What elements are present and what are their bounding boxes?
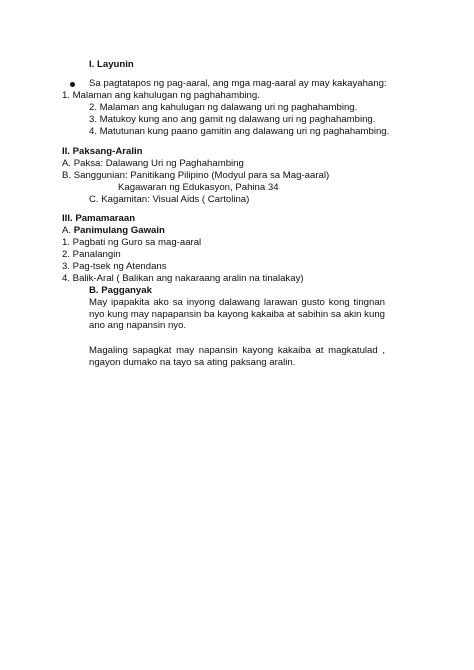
pagganyak-paragraph-2: Magaling sapagkat may napansin kayong kakaiba at magkatulad , ngayon dumako na tayo sa ating paksang aralin. bbox=[89, 345, 385, 368]
sanggunian-continuation: Kagawaran ng Edukasyon, Pahina 34 bbox=[118, 182, 279, 193]
section-heading-paksang-aralin: II. Paksang-Aralin bbox=[62, 146, 143, 157]
layunin-item-1: 1. Malaman ang kahulugan ng paghahambing. bbox=[62, 90, 260, 101]
paksa-line: A. Paksa: Dalawang Uri ng Paghahambing bbox=[62, 158, 244, 169]
section-heading-pamamaraan: III. Pamamaraan bbox=[62, 213, 136, 224]
layunin-item-2: 2. Malaman ang kahulugan ng dalawang uri ng paghahambing. bbox=[89, 102, 358, 113]
pamamaraan-item-1: 1. Pagbati ng Guro sa mag-aaral bbox=[62, 237, 202, 248]
section-a-title: Panimulang Gawain bbox=[73, 225, 165, 236]
section-heading-layunin: I. Layunin bbox=[89, 59, 134, 70]
layunin-item-4: 4. Matutunan kung paano gamitin ang dalawang uri ng paghahambing. bbox=[89, 126, 390, 137]
section-b-heading: B. Pagganyak bbox=[89, 285, 152, 296]
section-a-letter: A. bbox=[62, 225, 74, 236]
pamamaraan-item-3: 3. Pag-tsek ng Atendans bbox=[62, 261, 167, 272]
layunin-item-3: 3. Matukoy kung ano ang gamit ng dalawang uri ng paghahambing. bbox=[89, 114, 376, 125]
sanggunian-line: B. Sanggunian: Panitikang Pilipino (Modyul para sa Mag-aaral) bbox=[62, 170, 330, 181]
pamamaraan-item-4: 4. Balik-Aral ( Balikan ang nakaraang aralin na tinalakay) bbox=[62, 273, 304, 284]
kagamitan-line: C. Kagamitan: Visual Aids ( Cartolina) bbox=[89, 194, 250, 205]
section-a-heading bbox=[62, 225, 165, 237]
bullet-icon bbox=[70, 82, 75, 87]
pamamaraan-item-2: 2. Panalangin bbox=[62, 249, 121, 260]
pagganyak-paragraph-1: May ipapakita ako sa inyong dalawang larawan gusto kong tingnan nyo kung may napapansin ba kayong kakaiba at sabihin sa akin kung ano ang napansin nyo. bbox=[89, 297, 385, 331]
layunin-intro: Sa pagtatapos ng pag-aaral, ang mga mag-aaral ay may kakayahang: bbox=[89, 78, 387, 89]
